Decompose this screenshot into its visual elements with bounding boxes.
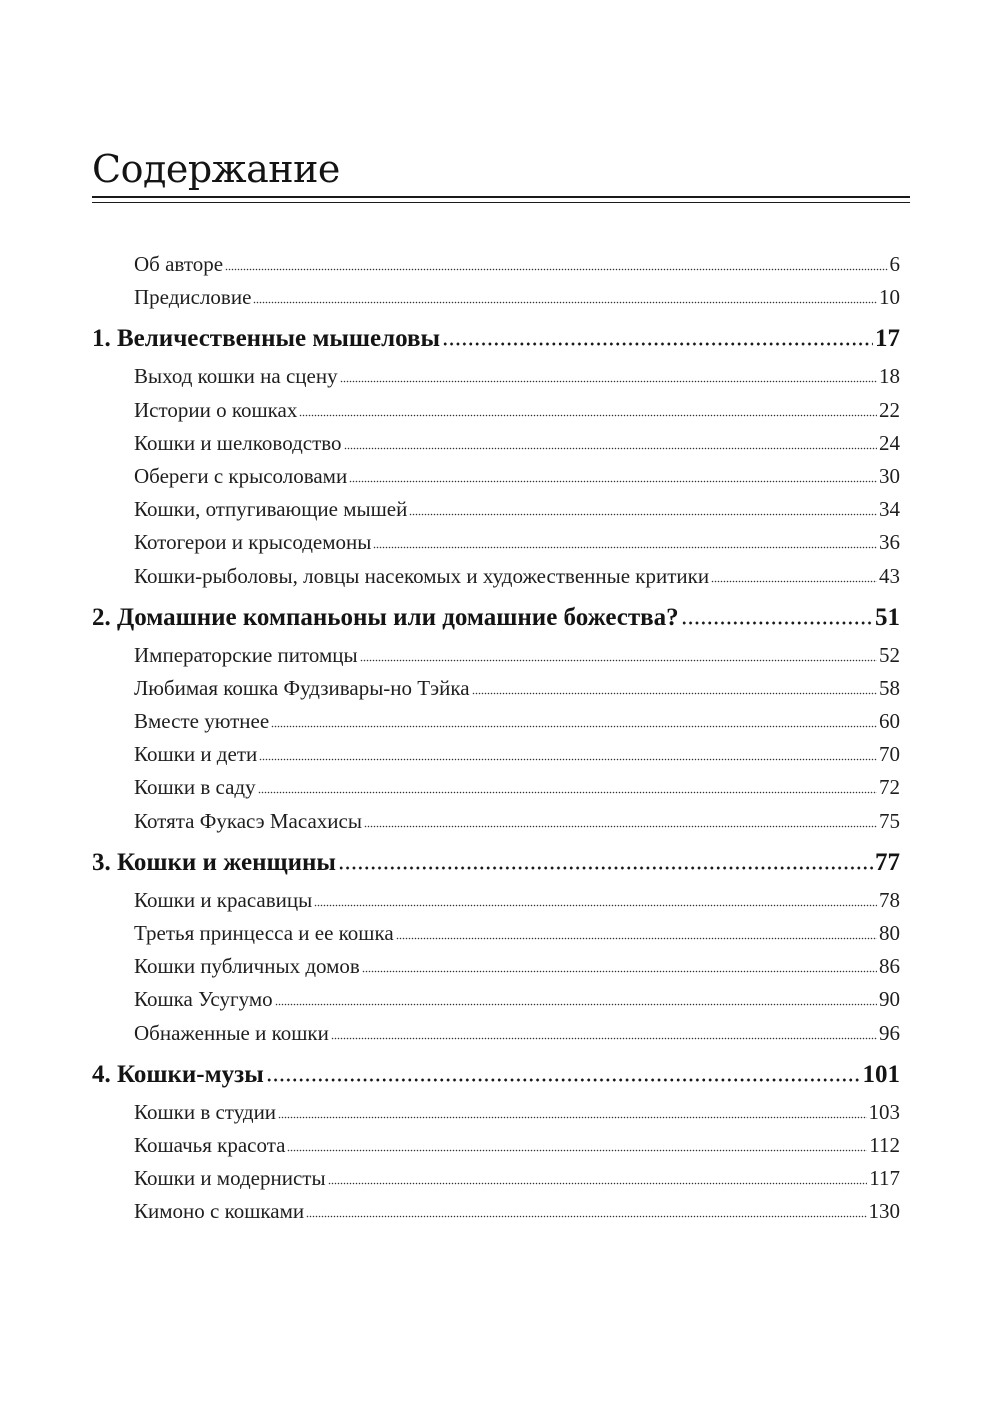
toc-entry-label: Кошки публичных домов: [134, 954, 360, 979]
toc-entry[interactable]: [92, 1195, 900, 1228]
toc-entry[interactable]: [92, 427, 900, 460]
chapter-page: 77: [875, 848, 900, 876]
toc-entry[interactable]: [92, 738, 900, 771]
toc-entry-label: Об авторе: [134, 252, 224, 276]
toc-entry-page: 96: [879, 1020, 900, 1045]
toc-entry-label: Кошка Усугумо: [134, 987, 273, 1012]
toc-entry-page: 90: [879, 987, 900, 1012]
leader-dots: [396, 937, 877, 940]
toc-entry-label: Котята Фукасэ Масахисы: [134, 808, 362, 833]
toc-entry-label: Кошки, отпугивающие мышей: [134, 497, 408, 522]
leader-dots: [472, 692, 877, 695]
chapter-label: 4. Кошки-музы: [92, 1060, 264, 1088]
leader-dots: [287, 1149, 867, 1152]
toc-entry[interactable]: [92, 805, 900, 838]
toc-entry-page: 36: [879, 530, 900, 555]
toc-entry-label: Императорские питомцы: [134, 642, 358, 667]
toc-entry-label: Кошки в студии: [134, 1099, 277, 1124]
toc-entry-label: Обереги с крысоловами: [134, 463, 348, 488]
toc-entry-page: 22: [879, 397, 900, 422]
chapter-page: 51: [875, 603, 900, 631]
toc-entry-label: Кошки и шелководство: [134, 430, 342, 455]
leader-dots: [373, 546, 877, 549]
leader-dots: [306, 1215, 866, 1218]
leader-dots: [711, 580, 877, 583]
toc-entry[interactable]: [92, 394, 900, 427]
toc-entry-label: Любимая кошка Фудзивары-но Тэйка: [134, 675, 470, 700]
toc-entry-label: Обнаженные и кошки: [134, 1020, 329, 1045]
leader-dots: [344, 447, 877, 450]
toc-chapter-2[interactable]: [92, 598, 900, 638]
toc-entry-label: Кошки-рыболовы, ловцы насекомых и художественные критики: [134, 563, 710, 588]
toc-entry-page: 103: [868, 1099, 900, 1124]
title-rule-thin: [92, 202, 910, 203]
toc-entry-label: Кошки в саду: [134, 775, 256, 800]
chapter-label: 2. Домашние компаньоны или домашние божества?: [92, 603, 679, 631]
toc-entry-label: Котогерои и крысодемоны: [134, 530, 372, 555]
leader-dots: [360, 659, 877, 662]
toc-entry-label: Третья принцесса и ее кошка: [134, 921, 394, 945]
toc-entry-page: 10: [879, 285, 900, 310]
toc-entry-label: Вместе уютнее: [134, 709, 270, 734]
toc-entry[interactable]: [92, 1162, 900, 1195]
toc-chapter-1[interactable]: [92, 319, 900, 359]
leader-dots: [340, 380, 877, 383]
toc-entry[interactable]: [92, 983, 900, 1016]
toc-entry-label: Кошки и красавицы: [134, 887, 313, 912]
leader-dots: [253, 301, 877, 304]
toc-entry-label: Кимоно с кошками: [134, 1199, 305, 1224]
toc-entry-page: 112: [869, 1132, 900, 1157]
toc-entry-label: Выход кошки на сцену: [134, 364, 338, 389]
toc-entry-label: Кошачья красота: [134, 1132, 286, 1157]
chapter-page: 17: [875, 325, 900, 353]
leader-dots: [258, 791, 877, 794]
title-rule-thick: [92, 196, 910, 198]
toc-entry-page: 43: [879, 563, 900, 588]
toc-entry[interactable]: [92, 1017, 900, 1050]
chapter-label: 3. Кошки и женщины: [92, 848, 336, 876]
toc-entry[interactable]: [92, 1096, 900, 1129]
toc-entry[interactable]: [92, 672, 900, 705]
toc-entry[interactable]: [92, 281, 900, 314]
toc-entry-page: 70: [879, 742, 900, 767]
toc-entry-page: 80: [879, 921, 900, 945]
toc-entry[interactable]: [92, 917, 900, 950]
toc-chapter-4[interactable]: [92, 1055, 900, 1095]
toc-entry[interactable]: [92, 1129, 900, 1162]
leader-dots: [271, 725, 877, 728]
toc-entry-label: Кошки и модернисты: [134, 1166, 326, 1191]
toc-entry-page: 75: [879, 808, 900, 833]
toc-entry[interactable]: [92, 705, 900, 738]
leader-dots: [225, 268, 887, 271]
leader-dots: [278, 1116, 866, 1119]
toc-entry[interactable]: [92, 248, 900, 281]
leader-dots: [275, 1003, 877, 1006]
toc-entry[interactable]: [92, 460, 900, 493]
toc-entry[interactable]: [92, 526, 900, 559]
leader-dots: [409, 513, 877, 516]
toc-entry-page: 86: [879, 954, 900, 979]
leader-dots: [362, 970, 877, 973]
toc-entry[interactable]: [92, 639, 900, 672]
toc-entry[interactable]: [92, 360, 900, 393]
chapter-page: 101: [862, 1060, 900, 1088]
toc-entry-page: 6: [889, 252, 900, 276]
table-of-contents: [92, 248, 900, 1229]
toc-entry[interactable]: [92, 771, 900, 804]
page-title: Содержание: [92, 147, 340, 191]
toc-entry-page: 130: [868, 1199, 900, 1224]
leader-dots: [331, 1037, 877, 1040]
toc-entry[interactable]: [92, 493, 900, 526]
toc-entry-page: 78: [879, 887, 900, 912]
toc-entry-page: 117: [869, 1166, 900, 1191]
leader-dots: [349, 480, 877, 483]
toc-entry-page: 58: [879, 675, 900, 700]
toc-chapter-3[interactable]: [92, 843, 900, 883]
toc-entry-page: 34: [879, 497, 900, 522]
leader-dots: [328, 1182, 868, 1185]
toc-entry-page: 30: [879, 463, 900, 488]
leader-dots: [681, 621, 873, 625]
toc-entry-label: Истории о кошках: [134, 397, 298, 422]
leader-dots: [338, 866, 873, 870]
toc-entry[interactable]: [92, 560, 900, 593]
chapter-label: 1. Величественные мышеловы: [92, 325, 441, 353]
toc-entry-page: 60: [879, 709, 900, 734]
leader-dots: [299, 414, 877, 417]
toc-entry-label: Предисловие: [134, 285, 252, 310]
toc-entry-page: 72: [879, 775, 900, 800]
toc-entry-page: 24: [879, 430, 900, 455]
leader-dots: [442, 342, 873, 346]
toc-entry-page: 52: [879, 642, 900, 667]
leader-dots: [266, 1078, 861, 1082]
leader-dots: [314, 904, 877, 907]
toc-entry[interactable]: [92, 950, 900, 983]
toc-entry[interactable]: [92, 884, 900, 917]
leader-dots: [259, 758, 877, 761]
leader-dots: [364, 825, 877, 828]
toc-entry-label: Кошки и дети: [134, 742, 258, 767]
toc-entry-page: 18: [879, 364, 900, 389]
